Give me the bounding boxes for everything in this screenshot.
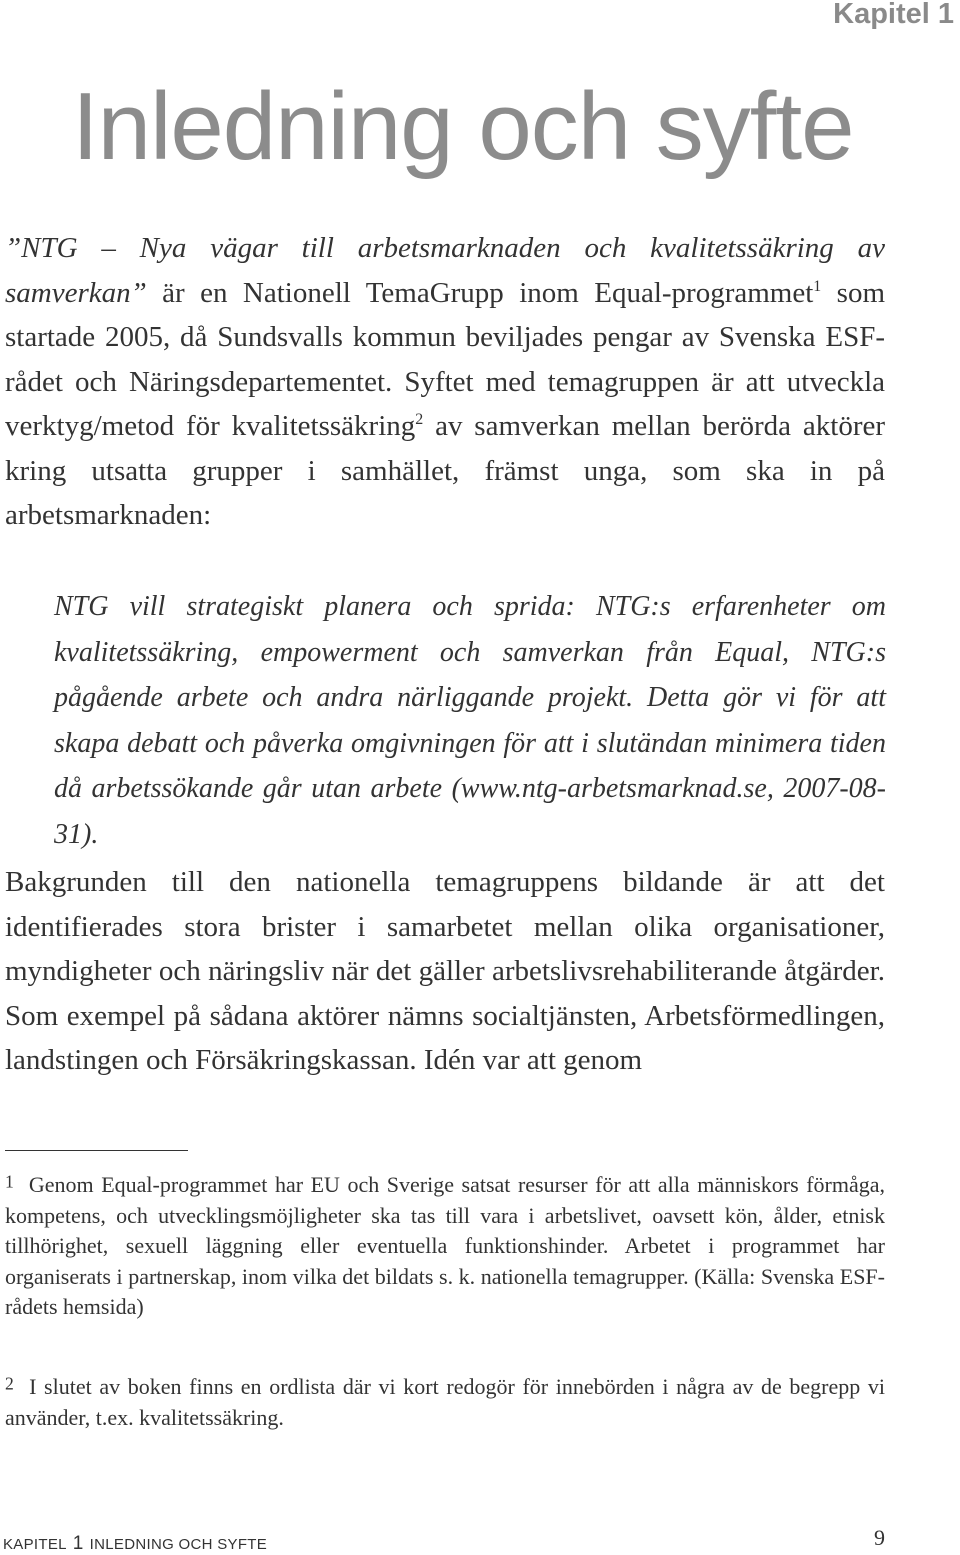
background-paragraph: Bakgrunden till den nationella temagruppens bildande är att det identifierades stora brister i samarbetet mellan olika organisationer, myndigheter och näringsliv när det gäller arbetslivsrehabiliterande åtgärder. Som exempel på sådana aktörer nämns socialtjänsten, Arbetsförmedlingen, landstingen och Försäkringskassan. Idén var att genom	[5, 866, 885, 1076]
project-title: ”NTG – Nya vägar till arbetsmarknaden och kvalitetssäkring av samverkan”	[5, 232, 885, 309]
intro-text-a: är en Nationell TemaGrupp inom Equal-programmet	[146, 276, 814, 309]
running-footer-label: KAPITEL	[3, 1536, 67, 1553]
intro-paragraph	[5, 226, 885, 538]
footnote-text: I slutet av boken finns en ordlista där vi kort redogör för innebörden i några av de begrepp vi använder, t.ex. kvalitetssäkring.	[5, 1374, 885, 1430]
footnote-ref-1[interactable]: 1	[813, 277, 822, 295]
running-footer-chapter-number: 1	[72, 1533, 84, 1554]
footnote-1	[5, 1170, 885, 1323]
running-footer-title: INLEDNING OCH SYFTE	[89, 1536, 268, 1553]
footnote-text: Genom Equal-programmet har EU och Sverige satsat resurser för att alla människors förmåga, kompetens, och utvecklingsmöjligheter ska tas till vara i arbetslivet, oavsett kön, ålder, etnisk tillhörighet, sexuell läggning eller eventuella funktionshinder. Arbetet i programmet har organiserats i partnerskap, inom vilka det bildats s. k. nationella temagrupper. (Källa: Svenska ESF-rådets hemsida)	[5, 1172, 885, 1319]
intro-text-b: som startade 2005, då Sundsvalls kommun beviljades pengar av Svenska ESF-rådet och Näringsdepartementet. Syftet med temagruppen är att utveckla verktyg/metod för kvalitetssäkring	[5, 276, 886, 442]
footnote-2	[5, 1372, 885, 1433]
footnote-number: 1	[5, 1171, 14, 1192]
block-quote: NTG vill strategiskt planera och sprida: NTG:s erfarenheter om kvalitetssäkring, empowerment och samverkan från Equal, NTG:s pågående arbete och andra närliggande projekt. Detta gör vi för att skapa debatt och påverka omgivningen för att i slutändan minimera tiden då arbetssökande går utan arbete (www.ntg-arbetsmarknad.se, 2007-08-31).	[54, 591, 886, 850]
footnote-ref-2[interactable]: 2	[415, 410, 424, 428]
page-number: 9	[874, 1525, 885, 1550]
running-footer	[3, 1533, 267, 1555]
footnote-divider	[5, 1150, 188, 1151]
footnote-number: 2	[5, 1373, 14, 1394]
intro-text-c: av samverkan mellan berörda aktörer kring utsatta grupper i samhället, främst unga, som ska in på arbetsmarknaden:	[5, 410, 886, 531]
chapter-label: Kapitel 1	[833, 0, 954, 30]
page-title: Inledning och syfte	[72, 73, 854, 180]
